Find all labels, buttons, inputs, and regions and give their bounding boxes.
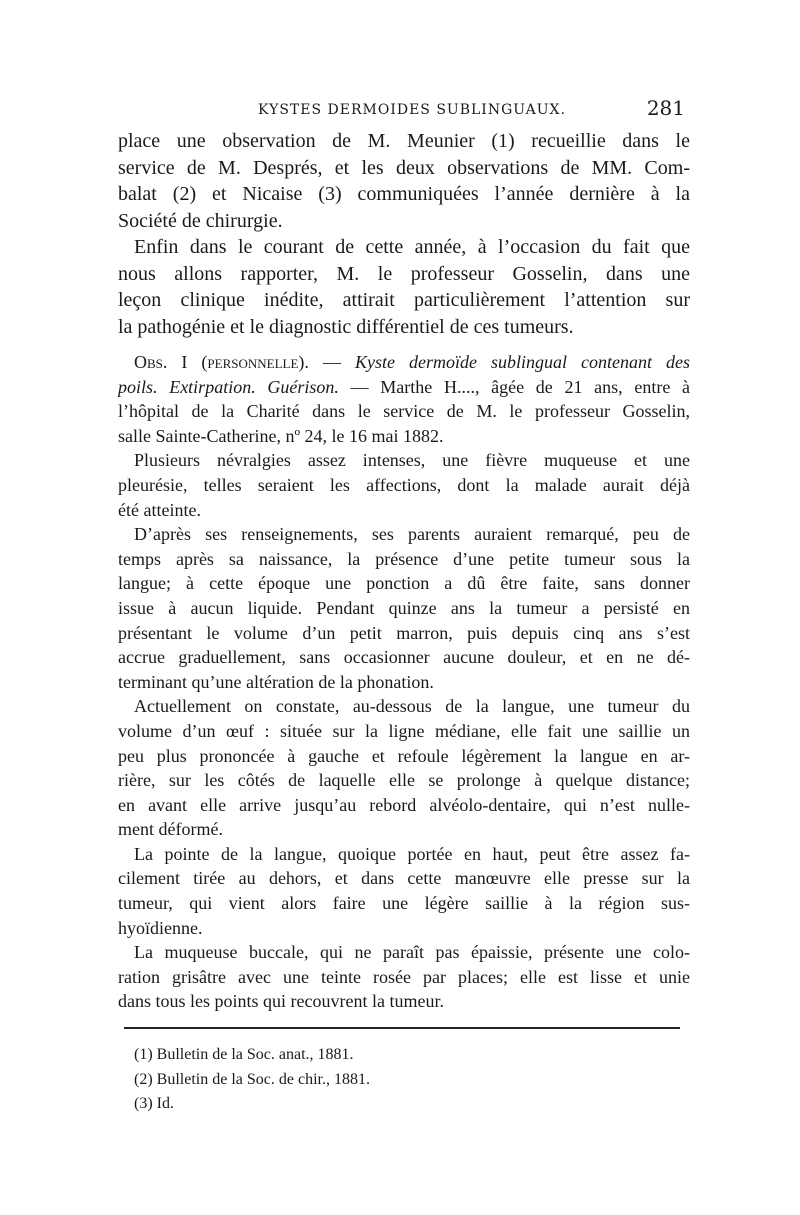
text-line: en avant elle arrive jusqu’au rebord alvéolo-dentaire, qui n’est nulle- — [118, 794, 690, 815]
observation-subtitle: poils. Extirpation. Guérison. — [118, 376, 339, 397]
text-line: service de M. Després, et les deux observations de MM. Com- — [118, 156, 690, 179]
text-line: été atteinte. — [118, 499, 201, 520]
text-line: ration grisâtre avec une teinte rosée par places; elle est lisse et unie — [118, 966, 690, 987]
page-number: 281 — [646, 96, 685, 120]
footnote-1: (1) Bulletin de la Soc. anat., 1881. — [134, 1046, 354, 1063]
text-line: nous allons rapporter, M. le professeur Gosselin, dans une — [118, 262, 690, 285]
observation-paragraph-3 — [118, 694, 690, 842]
observation-heading — [118, 350, 690, 448]
text-line: place une observation de M. Meunier (1) recueillie dans le — [118, 130, 690, 152]
intro-paragraph-1 — [118, 128, 690, 234]
text-line: Actuellement on constate, au-dessous de la langue, une tumeur du — [134, 696, 690, 717]
text-line: pleurésie, telles seraient les affections, dont la malade aurait déjà — [118, 474, 690, 495]
observation-title: Kyste dermoïde sublingual contenant des — [354, 352, 690, 372]
text-line: accrue graduellement, sans occasionner aucune douleur, et en ne dé- — [118, 647, 690, 668]
observation-text — [118, 350, 690, 1014]
text-line: terminant qu’une altération de la phonation. — [118, 671, 434, 692]
running-head — [118, 98, 685, 124]
text-line: l’hôpital de la Charité dans le service de M. le professeur Gosselin, — [118, 401, 690, 422]
text-line: présentant le volume d’un petit marron, puis depuis cinq ans s’est — [118, 622, 690, 643]
text-line: hyoïdienne. — [118, 917, 203, 938]
observation-paragraph-5 — [118, 940, 690, 1014]
text-line: D’après ses renseignements, ses parents auraient remarqué, peu de — [134, 524, 690, 545]
text-line: La muqueuse buccale, qui ne paraît pas épaissie, présente une colo- — [134, 942, 690, 963]
text-line: ment déformé. — [118, 819, 223, 840]
observation-paragraph-2 — [118, 522, 690, 694]
text-line: issue à aucun liquide. Pendant quinze ans la tumeur a persisté en — [118, 597, 690, 618]
text-line: rière, sur les côtés de laquelle elle se prolonge à quelque distance; — [118, 770, 690, 791]
text-line: balat (2) et Nicaise (3) communiquées l’année dernière à la — [118, 183, 690, 205]
text-line: dans tous les points qui recouvrent la tumeur. — [118, 991, 444, 1012]
footnote-3: (3) Id. — [134, 1095, 174, 1112]
observation-paragraph-4 — [118, 842, 690, 940]
text-line: langue; à cette époque une ponction a dû être faite, sans donner — [118, 573, 690, 594]
text-line: tumeur, qui vient alors faire une légère saillie à la région sus- — [118, 893, 690, 914]
observation-paragraph-1 — [118, 448, 690, 522]
text-line: Société de chirurgie. — [118, 209, 283, 232]
heading-dash: — — [308, 352, 355, 372]
footnotes — [134, 1043, 674, 1117]
text-line: salle Sainte-Catherine, nº 24, le 16 mai 1882. — [118, 425, 444, 446]
footnote-divider — [124, 1027, 680, 1029]
running-title: KYSTES DERMOIDES SUBLINGUAUX. — [258, 102, 566, 118]
text-line: la pathogénie et le diagnostic différentiel de ces tumeurs. — [118, 315, 574, 338]
text-line: Enfin dans le courant de cette année, à l’occasion du fait que — [134, 236, 690, 258]
intro-text — [118, 128, 690, 340]
footnote-2: (2) Bulletin de la Soc. de chir., 1881. — [134, 1070, 370, 1088]
text-line: temps après sa naissance, la présence d’une petite tumeur sous la — [118, 548, 690, 569]
patient-intro: — Marthe H...., âgée de 21 ans, entre à — [338, 376, 690, 397]
text-line: La pointe de la langue, quoique portée en haut, peut être assez fa- — [134, 843, 690, 864]
observation-label: Obs. I (personnelle). — [134, 352, 309, 372]
text-line — [118, 350, 690, 375]
text-line: volume d’un œuf : située sur la ligne médiane, elle fait une saillie un — [118, 720, 690, 741]
intro-paragraph-2 — [118, 234, 690, 340]
text-line: peu plus prononcée à gauche et refoule légèrement la langue en ar- — [118, 745, 690, 766]
text-line — [118, 375, 690, 400]
text-line: Plusieurs névralgies assez intenses, une fièvre muqueuse et une — [134, 450, 690, 471]
text-line: leçon clinique inédite, attirait particulièrement l’attention sur — [118, 289, 690, 311]
text-line: cilement tirée au dehors, et dans cette manœuvre elle presse sur la — [118, 868, 690, 889]
